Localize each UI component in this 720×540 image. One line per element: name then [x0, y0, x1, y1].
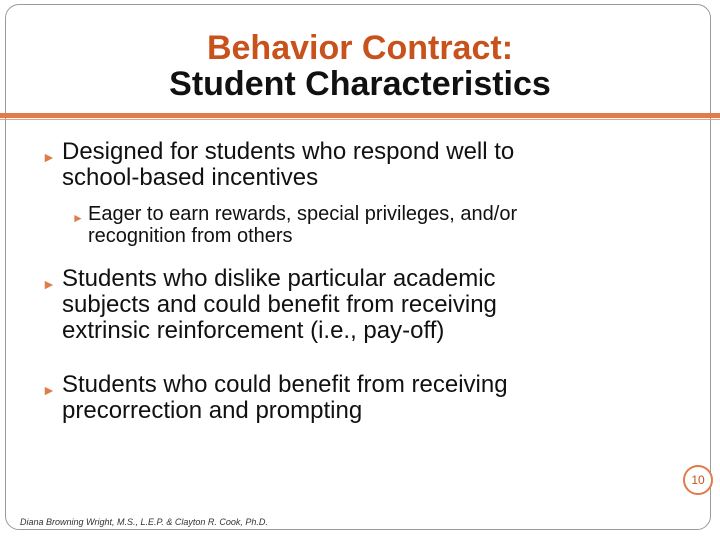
bullet-item — [42, 371, 508, 424]
bullet-marker-icon: ► — [42, 149, 56, 165]
bullet-text-line: Designed for students who respond well to — [62, 138, 515, 165]
bullet-text-line: Eager to earn rewards, special privileges, and/or — [88, 203, 518, 225]
page-number-badge: 10 — [683, 465, 713, 495]
bullet-item — [42, 138, 515, 191]
bullet-text-line: recognition from others — [88, 225, 293, 247]
title-line-2: Student Characteristics — [169, 65, 551, 103]
slide-title — [100, 30, 620, 102]
title-divider-thin — [0, 119, 720, 120]
title-line-1: Behavior Contract: — [206, 29, 514, 67]
bullet-text-line: Students who dislike particular academic — [62, 265, 496, 292]
bullet-text-line: subjects and could benefit from receiving — [62, 291, 497, 318]
bullet-text-line: Students who could benefit from receiving — [62, 371, 508, 398]
sub-bullet-item — [72, 203, 518, 247]
bullet-marker-icon: ► — [42, 382, 56, 398]
footer-attribution: Diana Browning Wright, M.S., L.E.P. & Clayton R. Cook, Ph.D. — [20, 517, 268, 527]
bullet-text-line: precorrection and prompting — [62, 397, 363, 424]
bullet-marker-icon: ► — [42, 276, 56, 292]
bullet-text-line: school-based incentives — [62, 164, 319, 191]
bullet-item — [42, 265, 497, 344]
bullet-text-line: extrinsic reinforcement (i.e., pay-off) — [62, 317, 445, 344]
title-divider — [0, 113, 720, 118]
bullet-marker-icon: ► — [72, 211, 84, 225]
